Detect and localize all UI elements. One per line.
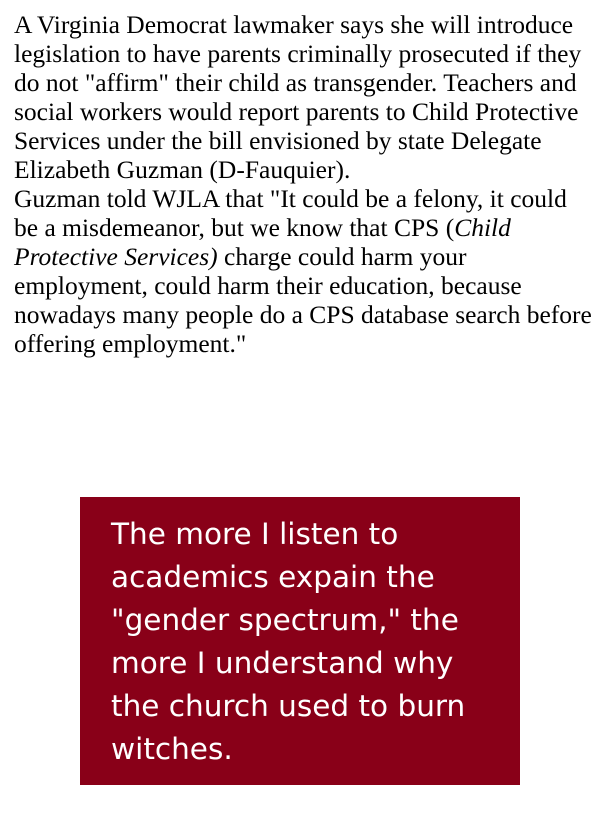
article-text [14, 10, 594, 358]
cps-expansion: Child Protective Services) [14, 213, 511, 271]
quote-text: The more I listen to academics expain the "gender spectrum," the more I understand why the church used to burn witches. [111, 517, 466, 766]
quote-intro: Guzman told WJLA that "It could be a felony, it could be a misdemeanor, but we know that CPS ( [14, 184, 567, 242]
article-paragraph-1: A Virginia Democrat lawmaker says she will introduce legislation to have parents criminally prosecuted if they do not "affirm" their child as transgender. Teachers and social workers would report parents to Child Protective Services under the bill envisioned by state Delegate Elizabeth Guzman (D-Fauquier). [14, 10, 582, 184]
quote-box [80, 497, 520, 785]
article-paragraph-2 [14, 184, 594, 358]
quote-rest: charge could harm your employment, could harm their education, because nowadays many people do a CPS database search before offering employment." [14, 242, 592, 358]
